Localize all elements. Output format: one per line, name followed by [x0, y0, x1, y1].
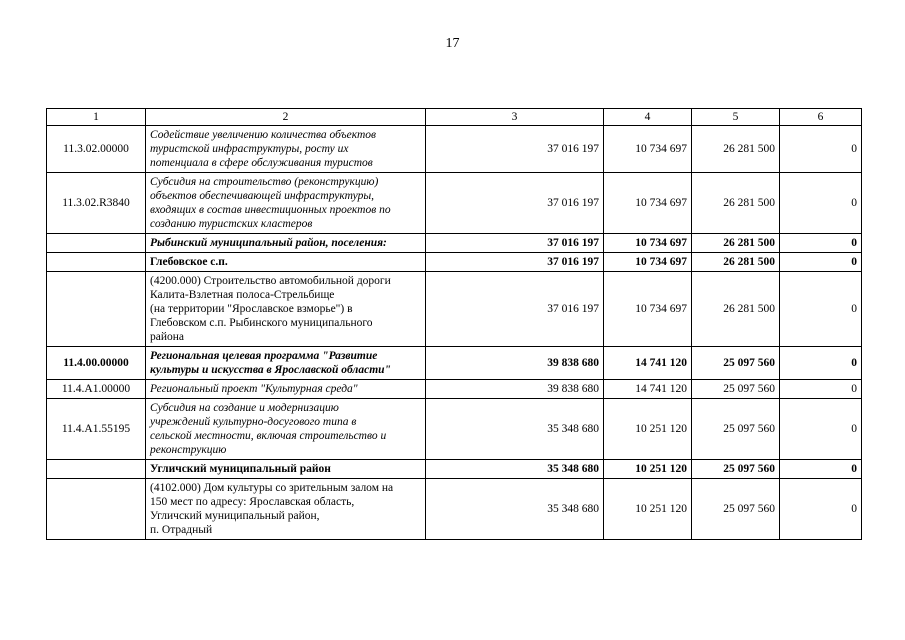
code-cell	[47, 479, 146, 540]
code-cell: 11.4.A1.00000	[47, 380, 146, 399]
amount-col6-cell: 0	[780, 347, 862, 380]
amount-col6-cell: 0	[780, 479, 862, 540]
code-cell	[47, 460, 146, 479]
table-row	[47, 347, 862, 380]
amount-col5-cell: 25 097 560	[692, 347, 780, 380]
amount-col6-cell: 0	[780, 126, 862, 173]
table-row	[47, 272, 862, 347]
amount-col5-cell: 26 281 500	[692, 173, 780, 234]
amount-col6-cell: 0	[780, 234, 862, 253]
table-header-row	[47, 109, 862, 126]
amount-col4-cell: 10 251 120	[604, 460, 692, 479]
amount-total-cell: 35 348 680	[426, 399, 604, 460]
amount-total-cell: 35 348 680	[426, 460, 604, 479]
amount-total-cell: 39 838 680	[426, 380, 604, 399]
amount-col4-cell: 10 734 697	[604, 272, 692, 347]
amount-col4-cell: 10 734 697	[604, 253, 692, 272]
code-cell	[47, 272, 146, 347]
table-row	[47, 460, 862, 479]
column-header-4: 4	[604, 109, 692, 126]
amount-col4-cell: 10 734 697	[604, 126, 692, 173]
name-cell: Региональная целевая программа "Развитие культуры и искусства в Ярославской области"	[146, 347, 426, 380]
amount-total-cell: 37 016 197	[426, 126, 604, 173]
column-header-3: 3	[426, 109, 604, 126]
table-row	[47, 253, 862, 272]
amount-col6-cell: 0	[780, 380, 862, 399]
code-cell	[47, 234, 146, 253]
code-cell: 11.3.02.00000	[47, 126, 146, 173]
amount-col4-cell: 10 251 120	[604, 399, 692, 460]
table-row	[47, 380, 862, 399]
amount-total-cell: 35 348 680	[426, 479, 604, 540]
amount-col6-cell: 0	[780, 253, 862, 272]
amount-col5-cell: 25 097 560	[692, 380, 780, 399]
amount-col4-cell: 10 734 697	[604, 234, 692, 253]
amount-total-cell: 37 016 197	[426, 272, 604, 347]
budget-table	[46, 108, 862, 540]
amount-col5-cell: 26 281 500	[692, 253, 780, 272]
name-cell: (4102.000) Дом культуры со зрительным залом на 150 мест по адресу: Ярославская область, Угличский муниципальный район, п. Отрадный	[146, 479, 426, 540]
name-cell: (4200.000) Строительство автомобильной дороги Калита-Взлетная полоса-Стрельбище (на территории "Ярославское взморье") в Глебовском с.п. Рыбинского муниципального района	[146, 272, 426, 347]
amount-col5-cell: 25 097 560	[692, 399, 780, 460]
column-header-1: 1	[47, 109, 146, 126]
table-row	[47, 399, 862, 460]
amount-col5-cell: 26 281 500	[692, 234, 780, 253]
table-row	[47, 126, 862, 173]
amount-total-cell: 37 016 197	[426, 173, 604, 234]
name-cell: Угличский муниципальный район	[146, 460, 426, 479]
column-header-2: 2	[146, 109, 426, 126]
name-cell: Содействие увеличению количества объектов туристской инфраструктуры, росту их потенциала в сфере обслуживания туристов	[146, 126, 426, 173]
amount-col4-cell: 14 741 120	[604, 380, 692, 399]
amount-col5-cell: 25 097 560	[692, 460, 780, 479]
amount-col5-cell: 25 097 560	[692, 479, 780, 540]
code-cell: 11.3.02.R3840	[47, 173, 146, 234]
code-cell: 11.4.A1.55195	[47, 399, 146, 460]
amount-total-cell: 37 016 197	[426, 234, 604, 253]
amount-col6-cell: 0	[780, 399, 862, 460]
code-cell	[47, 253, 146, 272]
amount-col6-cell: 0	[780, 272, 862, 347]
page-number: 17	[445, 36, 460, 51]
amount-col4-cell: 14 741 120	[604, 347, 692, 380]
amount-col4-cell: 10 734 697	[604, 173, 692, 234]
name-cell: Глебовское с.п.	[146, 253, 426, 272]
column-header-5: 5	[692, 109, 780, 126]
amount-col5-cell: 26 281 500	[692, 126, 780, 173]
amount-col5-cell: 26 281 500	[692, 272, 780, 347]
table-row	[47, 173, 862, 234]
amount-col6-cell: 0	[780, 460, 862, 479]
code-cell: 11.4.00.00000	[47, 347, 146, 380]
name-cell: Региональный проект "Культурная среда"	[146, 380, 426, 399]
amount-total-cell: 37 016 197	[426, 253, 604, 272]
table-body	[47, 126, 862, 540]
name-cell: Субсидия на создание и модернизацию учреждений культурно-досугового типа в сельской местности, включая строительство и реконструкцию	[146, 399, 426, 460]
column-header-6: 6	[780, 109, 862, 126]
amount-col6-cell: 0	[780, 173, 862, 234]
table-row	[47, 479, 862, 540]
name-cell: Рыбинский муниципальный район, поселения:	[146, 234, 426, 253]
name-cell: Субсидия на строительство (реконструкцию) объектов обеспечивающей инфраструктуры, входящих в состав инвестиционных проектов по созданию туристских кластеров	[146, 173, 426, 234]
amount-total-cell: 39 838 680	[426, 347, 604, 380]
amount-col4-cell: 10 251 120	[604, 479, 692, 540]
table-row	[47, 234, 862, 253]
